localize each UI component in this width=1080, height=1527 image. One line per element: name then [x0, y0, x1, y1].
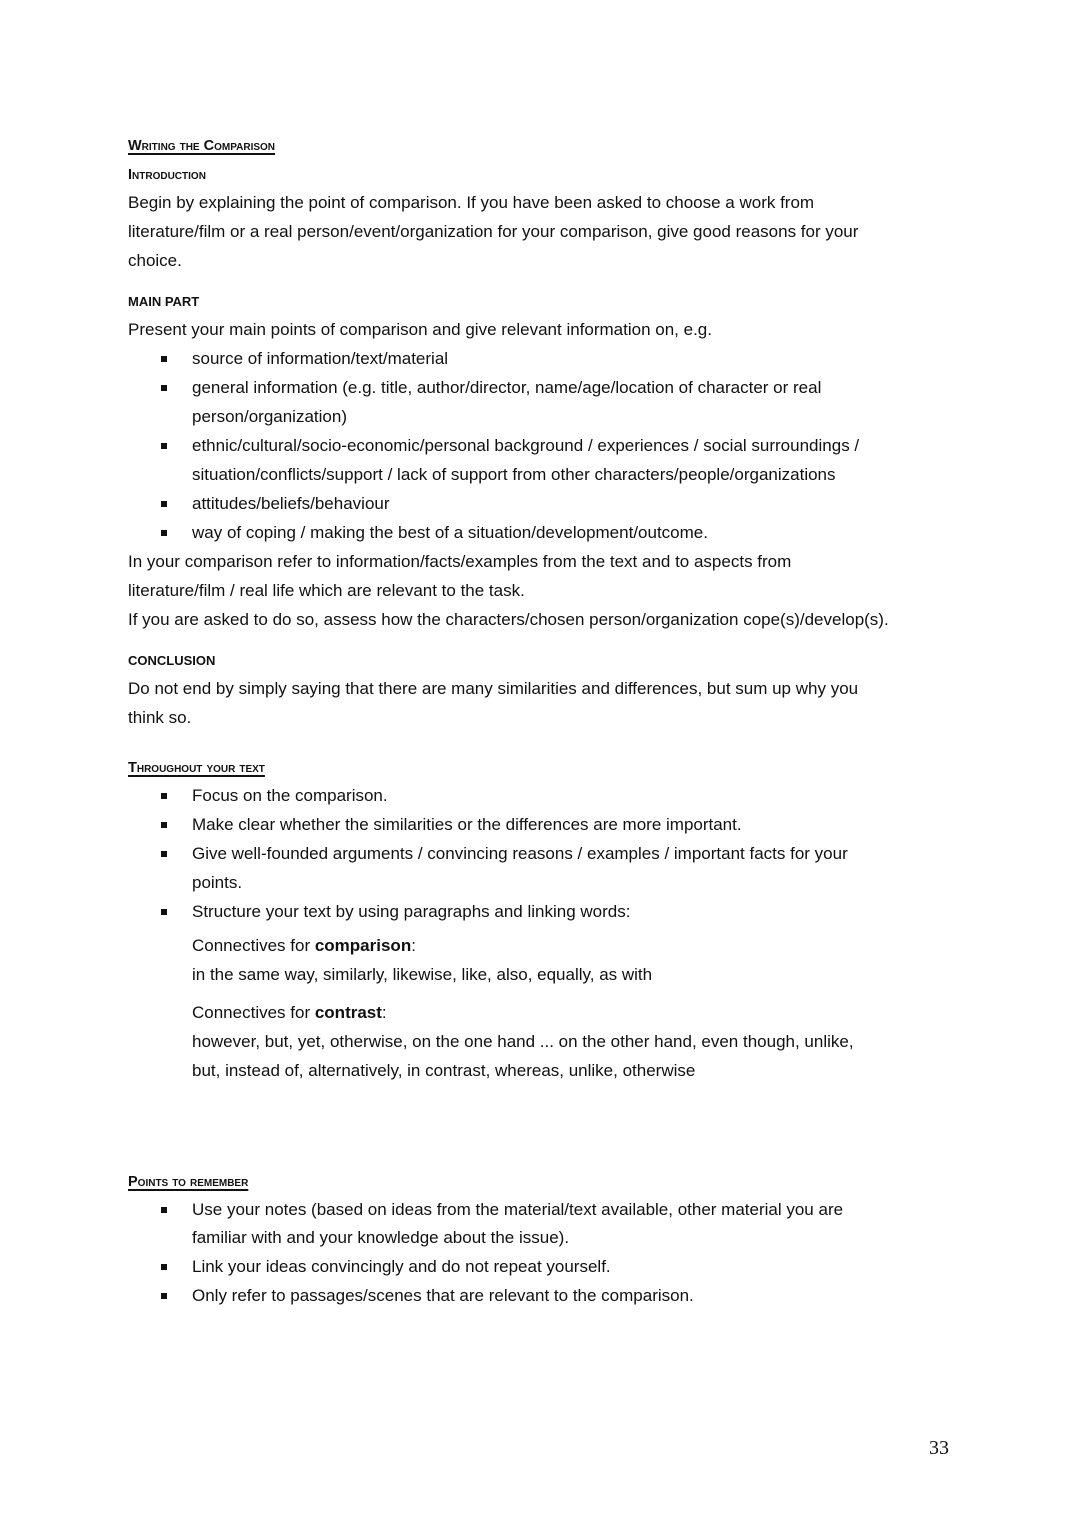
- bullet-icon: [161, 385, 167, 391]
- section-heading: Points to remember: [128, 1174, 249, 1190]
- connectives-label-suffix: :: [381, 1003, 387, 1022]
- connectives-label-suffix: :: [411, 936, 416, 955]
- section-heading: Writing the Comparison: [128, 138, 276, 154]
- list-item: Give well-founded arguments / convincing reasons / examples / important facts for your: [192, 844, 848, 863]
- text-line: Begin by explaining the point of comparison. If you have been asked to choose a work from: [128, 193, 815, 212]
- bullet-icon: [161, 822, 167, 828]
- text-line: In your comparison refer to information/facts/examples from the text and to aspects from: [128, 552, 792, 571]
- bullet-icon: [161, 909, 167, 915]
- list-item: source of information/text/material: [192, 349, 449, 368]
- list-item: Link your ideas convincingly and do not repeat yourself.: [192, 1257, 611, 1276]
- bullet-icon: [161, 1293, 167, 1299]
- bullet-icon: [161, 851, 167, 857]
- text-line: however, but, yet, otherwise, on the one hand ... on the other hand, even though, unlike,: [192, 1032, 854, 1051]
- text-line: Do not end by simply saying that there are many similarities and differences, but sum up why you: [128, 679, 859, 698]
- bullet-icon: [161, 793, 167, 799]
- list-item: Use your notes (based on ideas from the material/text available, other material you are: [192, 1200, 844, 1219]
- bullet-icon: [161, 443, 167, 449]
- bullet-icon: [161, 501, 167, 507]
- list-item: Focus on the comparison.: [192, 786, 388, 805]
- subheading-introduction: Introduction: [128, 167, 206, 183]
- list-item: general information (e.g. title, author/director, name/age/location of character or real: [192, 378, 822, 397]
- text-line: think so.: [128, 708, 192, 727]
- page-number: 33: [929, 1437, 949, 1459]
- bullet-icon: [161, 530, 167, 536]
- list-item: situation/conflicts/support / lack of support from other characters/people/organizations: [192, 465, 836, 484]
- text-line: literature/film or a real person/event/organization for your comparison, give good reasons for your: [128, 222, 859, 241]
- list-item: Only refer to passages/scenes that are relevant to the comparison.: [192, 1286, 694, 1305]
- list-item: Structure your text by using paragraphs and linking words:: [192, 902, 631, 921]
- text-line: in the same way, similarly, likewise, like, also, equally, as with: [192, 965, 653, 984]
- connectives-label-bold: contrast: [314, 1003, 382, 1022]
- list-item: Make clear whether the similarities or the differences are more important.: [192, 815, 742, 834]
- connectives-label-prefix: Connectives for: [192, 1003, 315, 1022]
- connectives-label-bold: comparison: [314, 936, 412, 955]
- list-item: attitudes/beliefs/behaviour: [192, 494, 390, 513]
- text-line: literature/film / real life which are relevant to the task.: [128, 581, 525, 600]
- connectives-label-prefix: Connectives for: [192, 936, 315, 955]
- list-item: points.: [192, 873, 243, 892]
- bullet-icon: [161, 356, 167, 362]
- subheading-conclusion: CONCLUSION: [128, 653, 216, 668]
- connectives-label: [192, 932, 416, 960]
- section-heading: Throughout your text: [128, 760, 265, 776]
- text-line: choice.: [128, 251, 182, 270]
- text-line: Present your main points of comparison and give relevant information on, e.g.: [128, 320, 712, 339]
- subheading-main-part: MAIN PART: [128, 294, 200, 309]
- list-item: familiar with and your knowledge about the issue).: [192, 1228, 570, 1247]
- text-line: If you are asked to do so, assess how the characters/chosen person/organization cope(s)/develop(s).: [128, 610, 889, 629]
- text-line: but, instead of, alternatively, in contrast, whereas, unlike, otherwise: [192, 1061, 696, 1080]
- bullet-icon: [161, 1264, 167, 1270]
- list-item: ethnic/cultural/socio-economic/personal background / experiences / social surroundings /: [192, 436, 860, 455]
- bullet-icon: [161, 1207, 167, 1213]
- list-item: person/organization): [192, 407, 347, 426]
- list-item: way of coping / making the best of a situation/development/outcome.: [192, 523, 708, 542]
- connectives-label: [192, 999, 387, 1027]
